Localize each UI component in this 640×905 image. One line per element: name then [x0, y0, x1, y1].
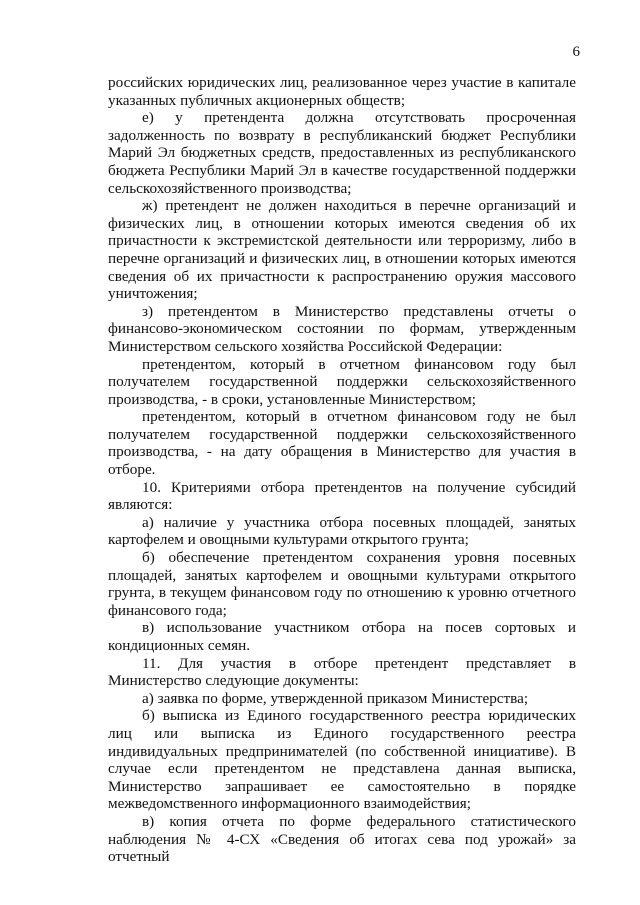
- paragraph-doc-b: б) выписка из Единого государственного реестра юридических лиц или выписка из Единого государственного реестра индивидуальных предпринимателей (по собственной инициативе). В случае если претендентом не представлена данная выписка, Министерство запрашивает ее самостоятельно в порядке межведомственного информационного взаимодействия;: [108, 707, 576, 813]
- paragraph-criteria-v: в) использование участником отбора на посев сортовых и кондиционных семян.: [108, 619, 576, 654]
- paragraph-subitem-2: претендентом, который в отчетном финансовом году не был получателем государственной поддержки сельскохозяйственного производства, - на дату обращения в Министерство для участия в отборе.: [108, 408, 576, 479]
- document-body: [108, 74, 576, 866]
- paragraph-item-e: е) у претендента должна отсутствовать просроченная задолженность по возврату в республиканский бюджет Республики Марий Эл бюджетных средств, предоставленных из республиканского бюджета Республики Марий Эл в качестве государственной поддержки сельскохозяйственного производства;: [108, 109, 576, 197]
- paragraph-item-z: з) претендентом в Министерство представлены отчеты о финансово-экономическом состоянии по формам, утвержденным Министерством сельского хозяйства Российской Федерации:: [108, 302, 576, 355]
- paragraph-clause-10: 10. Критериями отбора претендентов на получение субсидий являются:: [108, 478, 576, 514]
- paragraph-item-zh: ж) претендент не должен находиться в перечне организаций и физических лиц, в отношении которых имеются сведения об их причастности к экстремистской деятельности или терроризму, либо в перечне организаций и физических лиц, в отношении которых имеются сведения об их причастности к распространению оружия массового уничтожения;: [108, 197, 576, 303]
- paragraph-doc-v: в) копия отчета по форме федерального статистического наблюдения № 4-СХ «Сведения об итогах сева под урожай» за отчетный: [108, 812, 576, 866]
- paragraph-subitem-1: претендентом, который в отчетном финансовом году был получателем государственной поддержки сельскохозяйственного производства, - в сроки, установленные Министерством;: [108, 355, 576, 408]
- paragraph-clause-11: 11. Для участия в отборе претендент представляет в Министерство следующие документы:: [108, 654, 576, 690]
- paragraph-doc-a: а) заявка по форме, утвержденной приказом Министерства;: [142, 689, 529, 707]
- paragraph-criteria-b: б) обеспечение претендентом сохранения уровня посевных площадей, занятых картофелем и овощными культурами открытого грунта, в текущем финансовом году по отношению к уровню отчетного финансового года;: [108, 549, 576, 619]
- paragraph-criteria-a: а) наличие у участника отбора посевных площадей, занятых картофелем и овощными культурами открытого грунта;: [108, 513, 576, 549]
- paragraph-continuation: российских юридических лиц, реализованное через участие в капитале указанных публичных акционерных обществ;: [108, 74, 576, 109]
- page-number: 6: [572, 44, 580, 60]
